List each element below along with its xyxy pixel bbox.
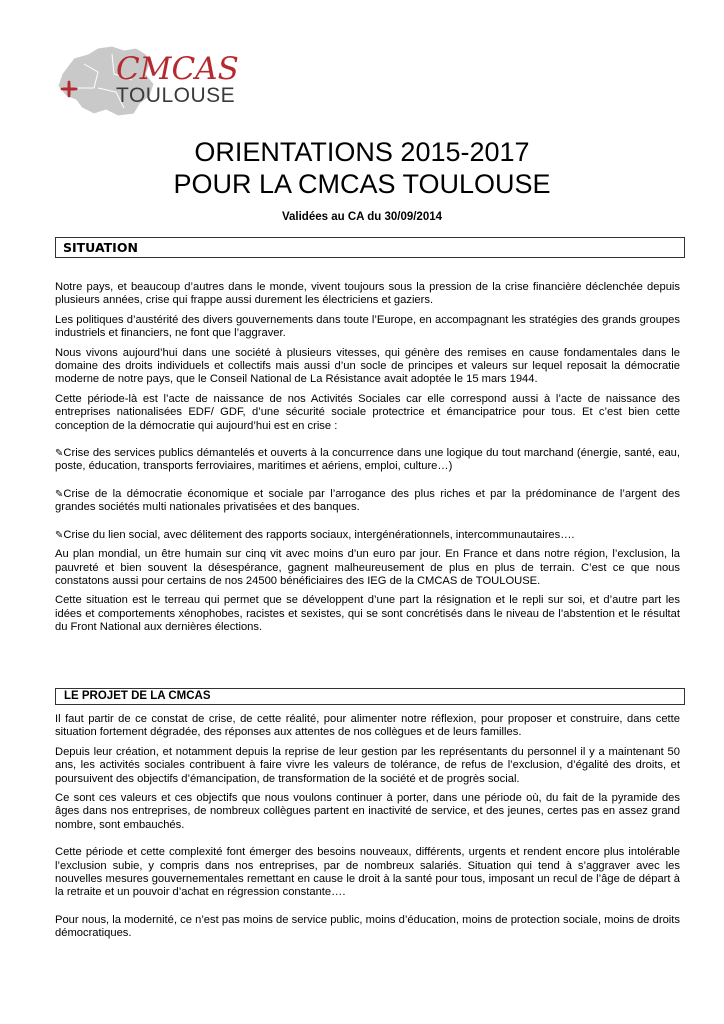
- pencil-bullet-icon: ✎: [55, 448, 64, 460]
- paragraph: Au plan mondial, un être humain sur cinq vit avec moins d’un euro par jour. En France et dans notre région, l’exclusion, la pauvreté et bien souvent la désespérance, gagnent malheureusement de plus en plus de terrain. C’est ce que nous constatons aussi pour certains de nos 24500 bénéficiaires des IEG de la CMCAS de TOULOUSE.: [55, 548, 680, 587]
- paragraph: Notre pays, et beaucoup d’autres dans le monde, vivent toujours sous la pression de la crise financière déclenchée depuis plusieurs années, crise qui frappe aussi durement les électriciens et gaziers.: [55, 281, 680, 307]
- bullet-item: [55, 447, 680, 474]
- cmcas-logo: [54, 44, 239, 118]
- section-heading-situation: SITUATION: [55, 237, 685, 258]
- paragraph: Il faut partir de ce constat de crise, de cette réalité, pour alimenter notre réflexion, pour proposer et construire, dans cette situation fortement dégradée, des réponses aux attentes de nos collègues et de leurs familles.: [55, 713, 680, 739]
- paragraph: Cette situation est le terreau qui permet que se développent d’une part la résignation et le repli sur soi, et d’autre part les idées et comportements xénophobes, racistes et sexistes, qui se sont concrétisés dans le niveau de l’abstention et le résultat du Front National aux dernières élections.: [55, 594, 680, 634]
- bullet-text: Crise du lien social, avec délitement des rapports sociaux, intergénérationnels, intercommunautaires….: [63, 528, 575, 541]
- paragraph: Cette période-là est l’acte de naissance de nos Activités Sociales car elle correspond aussi à l’acte de naissance des entreprises nationalisées EDF/ GDF, d’une sécurité sociale protectrice et émancipatrice pour tous. Et c’est bien cette conception de la démocratie qui aujourd’hui est en crise :: [55, 392, 680, 432]
- pencil-bullet-icon: ✎: [55, 488, 64, 500]
- bullet-text: Crise de la démocratie économique et sociale par l’arrogance des plus riches et par la prédominance de l’argent des grandes sociétés multi nationales privatisées et des banques.: [55, 487, 680, 514]
- logo-text-cmcas: CMCAS: [116, 51, 239, 87]
- section-heading-projet: LE PROJET DE LA CMCAS: [55, 688, 685, 705]
- paragraph: Nous vivons aujourd’hui dans une société à plusieurs vitesses, qui génère des remises en cause fondamentales dans le domaine des droits individuels et collectifs mais aussi d’un socle de principes et valeurs sur lequel reposait la démocratie moderne de notre pays, que le Conseil National de La Résistance avait adoptée le 15 mars 1944.: [55, 346, 680, 386]
- paragraph: Cette période et cette complexité font émerger des besoins nouveaux, différents, urgents et rendent encore plus intolérable l’exclusion subie, y compris dans nos entreprises, par de nombreux salariés. Situation qui tend à s’aggraver avec les nouvelles mesures gouvernementales remettant en cause le droit à la santé pour tous, imposant un recul de l’âge de départ à la retraite et un pouvoir d’achat en régression constante….: [55, 846, 680, 899]
- bullet-text: Crise des services publics démantelés et ouverts à la concurrence dans une logique du tout marchand (énergie, santé, eau, poste, éducation, transports ferroviaires, maritimes et aériens, emploi, culture…): [55, 447, 680, 473]
- projet-text: [55, 713, 680, 941]
- bullet-item: [55, 529, 680, 542]
- page-title-line-1: ORIENTATIONS 2015-2017: [194, 137, 530, 167]
- page-title-line-2: POUR LA CMCAS TOULOUSE: [173, 169, 551, 199]
- paragraph: Ce sont ces valeurs et ces objectifs que nous voulons continuer à porter, dans une période où, du fait de la pyramide des âges dans nos entreprises, de nombreux collègues partent en inactivité de service, et des jeunes, certes pas en assez grand nombre, sont embauchés.: [55, 792, 680, 831]
- bullet-item: [55, 488, 680, 515]
- logo-text-toulouse: TOULOUSE: [116, 84, 236, 107]
- validation-date: Validées au CA du 30/09/2014: [281, 211, 443, 223]
- paragraph: Pour nous, la modernité, ce n’est pas moins de service public, moins d’éducation, moins de protection sociale, moins de droits démocratiques.: [55, 913, 680, 940]
- situation-text: [55, 281, 680, 635]
- paragraph: Les politiques d’austérité des divers gouvernements dans toute l’Europe, en accompagnant les stratégies des grands groupes industriels et financiers, ne font que l’aggraver.: [55, 313, 680, 340]
- page-title: [0, 136, 724, 200]
- paragraph: Depuis leur création, et notamment depuis la reprise de leur gestion par les représentants du personnel il y a maintenant 50 ans, les activités sociales contribuent à faire vivre les valeurs de tolérance, de refus de l’exclusion, d’égalité des droits, et poursuivent des objectifs d’émancipation, de transformation de la société et de progrès social.: [55, 745, 680, 785]
- pencil-bullet-icon: ✎: [55, 529, 64, 541]
